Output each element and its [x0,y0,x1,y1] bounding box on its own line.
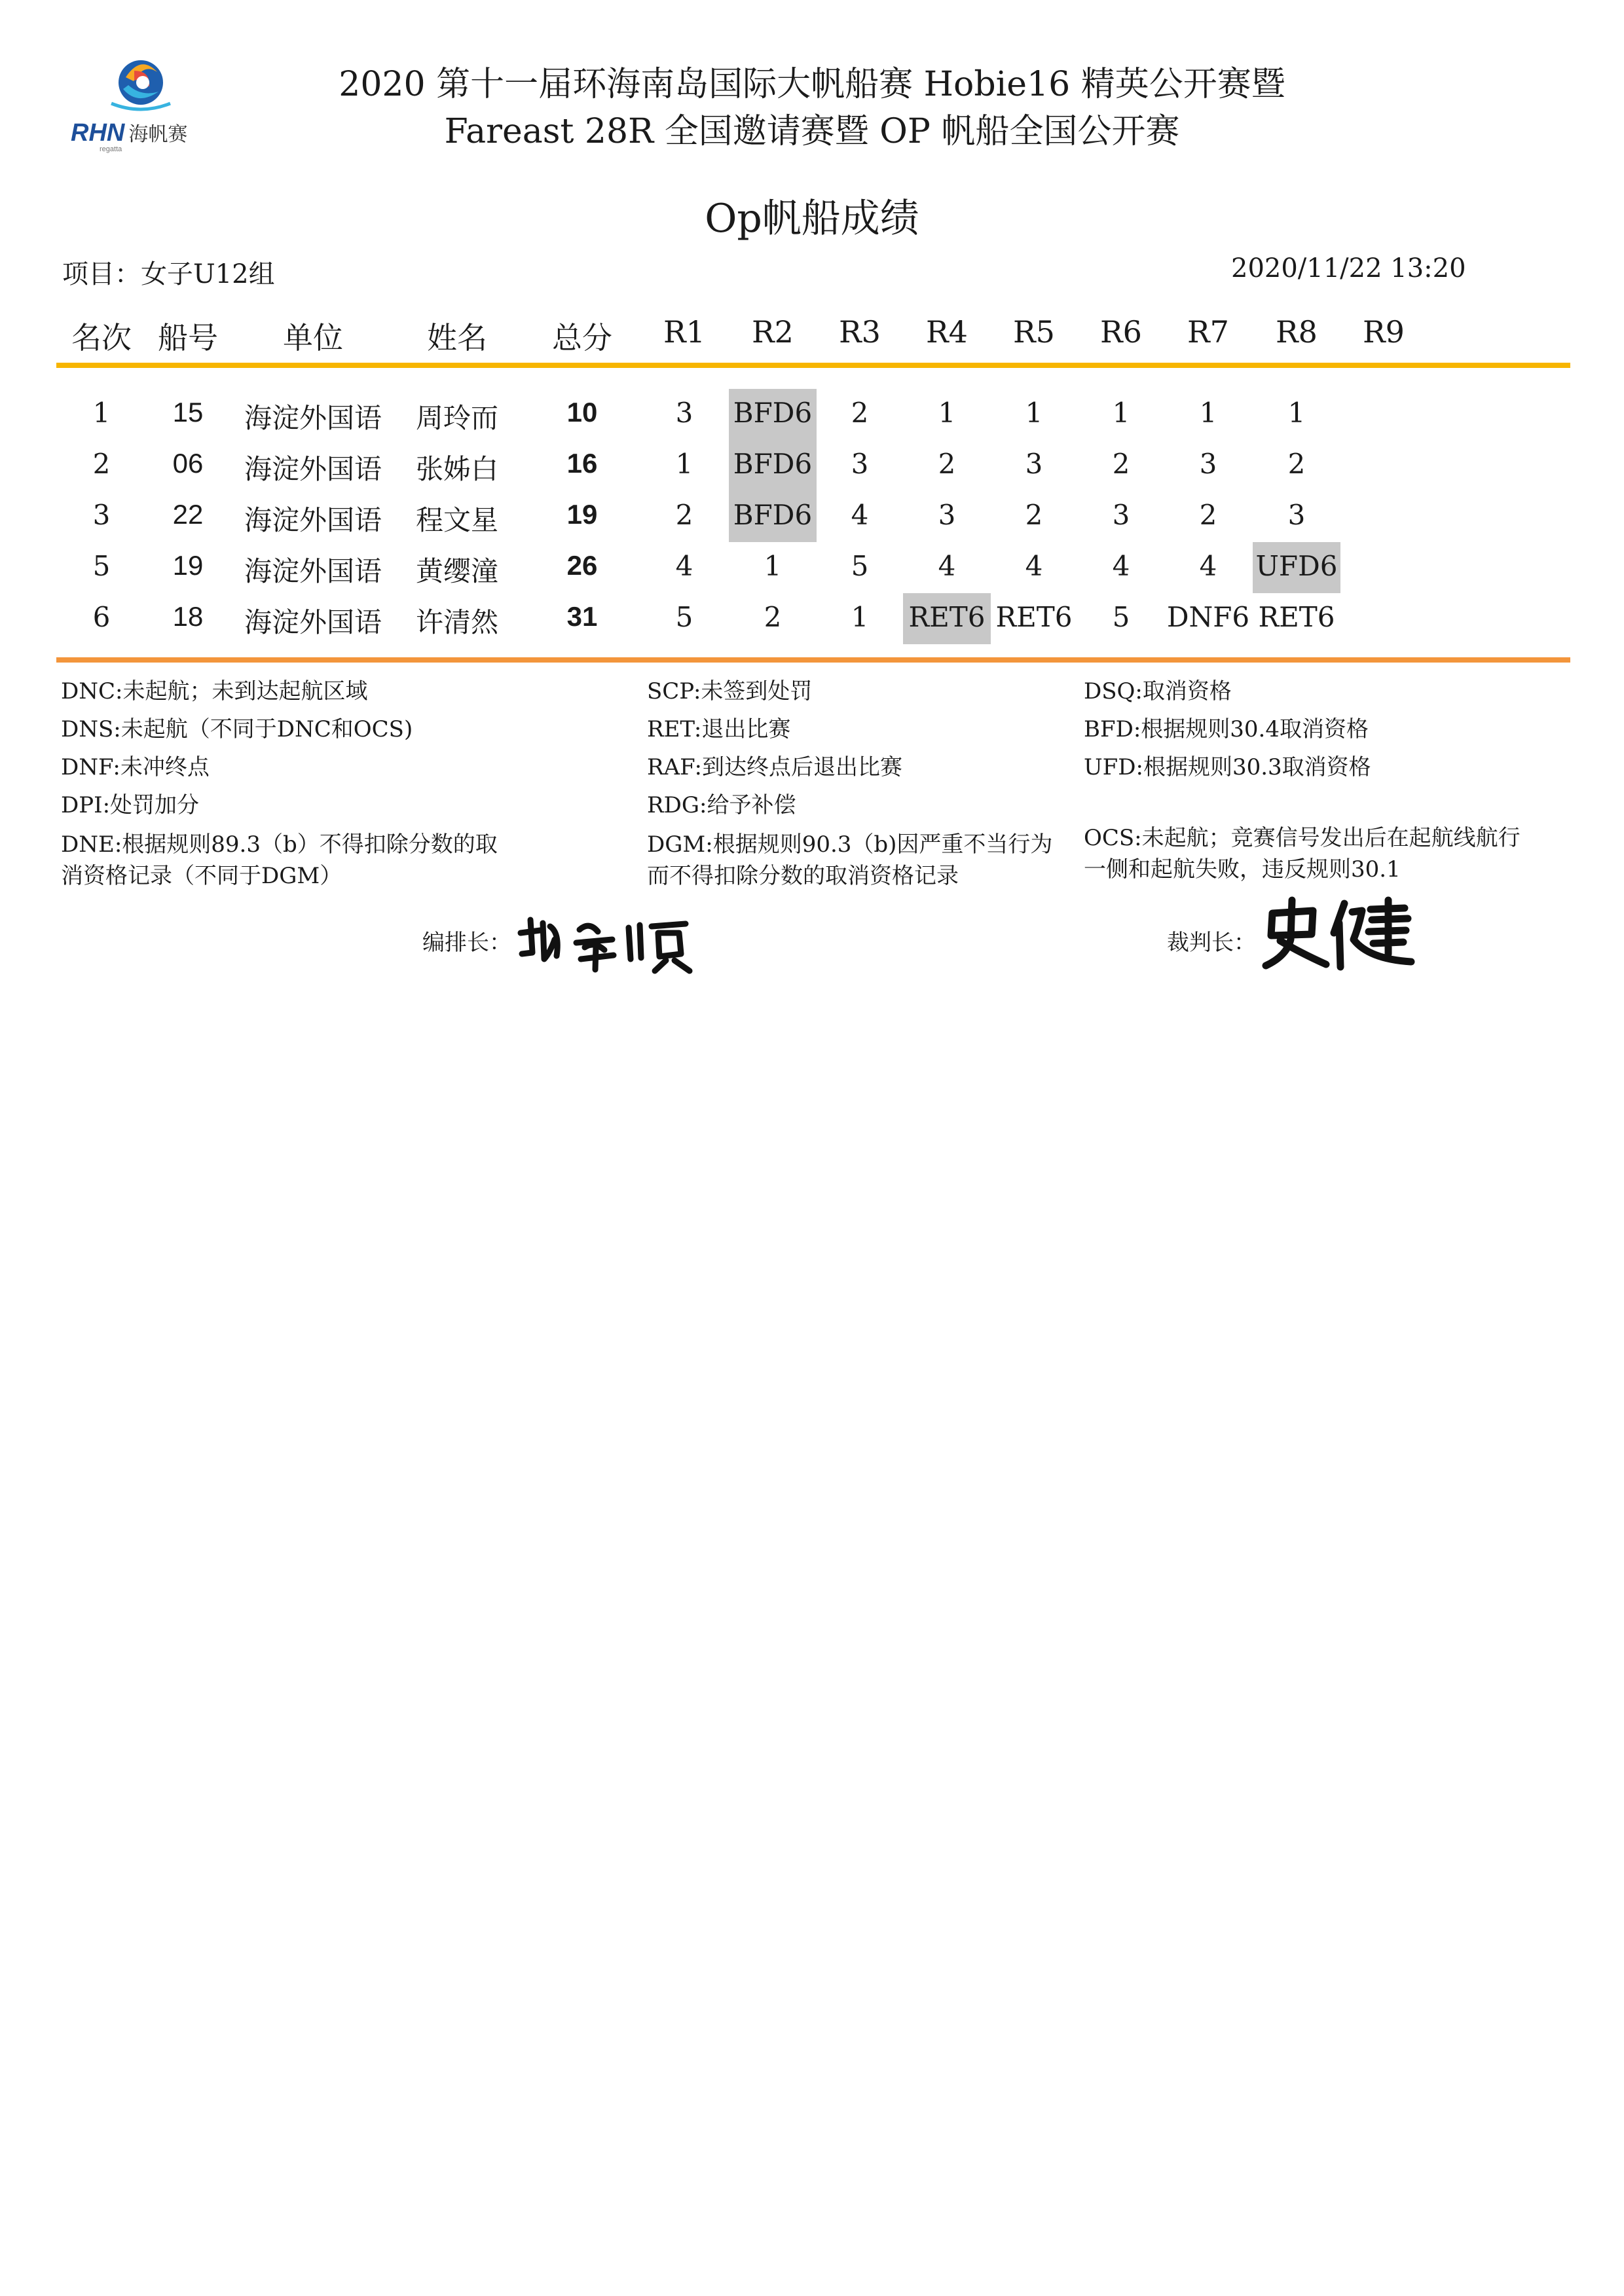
legend-item: BFD:根据规则30.4取消资格 [1084,716,1369,742]
legend-item: DNE:根据规则89.3（b）不得扣除分数的取 [61,831,498,858]
column-header-total: 总分 [552,320,612,355]
race-score-r1: 5 [675,601,693,633]
row-rank: 5 [92,550,111,582]
row-unit: 海淀外国语 [244,453,382,485]
column-header-rank: 名次 [71,320,132,355]
race-score-r2: BFD6 [733,499,813,531]
results-datetime: 2020/11/22 13:20 [1231,253,1466,283]
row-rank: 1 [92,397,111,429]
row-total-points: 26 [566,550,598,581]
legend-item: DSQ:取消资格 [1084,678,1232,704]
results-title: Op帆船成绩 [705,196,919,242]
race-score-r6: 5 [1112,601,1130,633]
column-header-unit: 单位 [283,320,343,355]
legend-item: RAF:到达终点后退出比赛 [647,754,902,780]
race-score-r4: 3 [938,499,956,531]
legend-column-3 [1084,676,1521,885]
column-header-r5: R5 [1013,314,1055,350]
race-score-r1: 3 [675,397,693,429]
table-bottom-rule [56,657,1570,663]
row-unit: 海淀外国语 [244,402,382,434]
logo-subtext: regatta [100,145,122,153]
scorer-signature [514,907,704,975]
column-header-r2: R2 [752,314,794,350]
row-total-points: 16 [566,448,598,479]
logo-chinese-text: 海帆赛 [128,123,188,146]
legend-item: UFD:根据规则30.3取消资格 [1084,754,1371,780]
race-score-r8: 3 [1287,499,1306,531]
race-score-r3: 4 [851,499,869,531]
race-score-r5: 1 [1025,397,1043,429]
judge-label: 裁判长： [1167,930,1256,956]
column-header-r9: R9 [1363,314,1405,350]
row-total-points: 31 [566,601,598,632]
row-unit: 海淀外国语 [244,606,382,638]
row-sailor-name: 黄缨潼 [415,555,498,587]
row-unit: 海淀外国语 [244,555,382,587]
legend-column-1 [61,676,498,892]
column-header-name: 姓名 [427,320,487,355]
table-top-rule [56,363,1570,368]
race-score-r8: UFD6 [1255,550,1338,582]
row-sailor-name: 许清然 [415,606,498,638]
race-score-r3: 2 [851,397,869,429]
race-score-r8: RET6 [1258,601,1335,633]
row-rank: 3 [92,499,111,531]
legend-item: DNF:未冲终点 [61,754,210,780]
row-sail-number: 15 [172,397,204,428]
race-score-r2: 2 [764,601,782,633]
logo-wordmark: RHN 海帆赛 [71,119,188,147]
race-score-r8: 2 [1287,448,1306,480]
scorer-label: 编排长： [422,930,511,956]
legend-item: DGM:根据规则90.3（b)因严重不当行为 [647,831,1053,858]
row-total-points: 10 [566,397,598,428]
race-score-r4: 1 [938,397,956,429]
row-rank: 6 [92,601,111,633]
column-header-r4: R4 [926,314,968,350]
race-score-r3: 3 [851,448,869,480]
legend-item: OCS:未起航；竞赛信号发出后在起航线航行 [1084,825,1521,851]
race-score-r7: 3 [1199,448,1217,480]
row-rank: 2 [92,448,111,480]
legend-item: 而不得扣除分数的取消资格记录 [647,863,959,889]
column-header-r7: R7 [1187,314,1229,350]
race-score-r7: DNF6 [1166,601,1250,633]
race-score-r4: 4 [938,550,956,582]
race-score-r5: RET6 [995,601,1073,633]
race-score-r1: 1 [675,448,693,480]
column-header-r1: R1 [663,314,705,350]
legend-item: DNC:未起航；未到达起航区域 [61,678,368,704]
race-score-r7: 2 [1199,499,1217,531]
row-sail-number: 22 [172,499,204,530]
race-score-r2: 1 [764,550,782,582]
legend-item: DNS:未起航（不同于DNC和OCS) [61,716,413,742]
legend-item: 消资格记录（不同于DGM） [61,863,342,889]
column-header-r8: R8 [1276,314,1318,350]
regatta-title-line2: Fareast 28R 全国邀请赛暨 OP 帆船全国公开赛 [444,112,1180,151]
race-score-r5: 2 [1025,499,1043,531]
race-score-r1: 2 [675,499,693,531]
event-category: 项目：女子U12组 [62,259,275,289]
race-score-r6: 4 [1112,550,1130,582]
race-score-r6: 2 [1112,448,1130,480]
column-header-r3: R3 [839,314,881,350]
row-total-points: 19 [566,499,598,530]
row-sail-number: 18 [172,601,204,632]
race-score-r6: 3 [1112,499,1130,531]
race-score-r1: 4 [675,550,693,582]
race-score-r7: 1 [1199,397,1217,429]
legend-item: RET:退出比赛 [647,716,791,742]
race-score-r6: 1 [1112,397,1130,429]
race-score-r8: 1 [1287,397,1306,429]
column-header-r6: R6 [1100,314,1142,350]
legend-column-2 [647,676,1052,892]
column-header-sail-no: 船号 [158,320,218,355]
race-score-r3: 5 [851,550,869,582]
row-sailor-name: 程文星 [415,504,498,536]
race-score-r2: BFD6 [733,448,813,480]
race-score-r5: 3 [1025,448,1043,480]
legend-item: 一侧和起航失败，违反规则30.1 [1084,856,1401,883]
regatta-title-line1: 2020 第十一届环海南岛国际大帆船赛 Hobie16 精英公开赛暨 [339,65,1285,104]
race-score-r4: 2 [938,448,956,480]
race-score-r2: BFD6 [733,397,813,429]
race-score-r4: RET6 [908,601,986,633]
race-score-r7: 4 [1199,550,1217,582]
legend-item: DPI:处罚加分 [61,792,200,818]
legend-item: RDG:给予补偿 [647,792,796,818]
row-sailor-name: 张姊白 [415,453,498,485]
row-sail-number: 19 [172,550,204,581]
race-score-r5: 4 [1025,550,1043,582]
row-sail-number: 06 [172,448,204,479]
row-unit: 海淀外国语 [244,504,382,536]
legend-item: SCP:未签到处罚 [647,678,813,704]
race-score-r3: 1 [851,601,869,633]
row-sailor-name: 周玲而 [415,402,498,434]
judge-signature [1261,894,1418,972]
